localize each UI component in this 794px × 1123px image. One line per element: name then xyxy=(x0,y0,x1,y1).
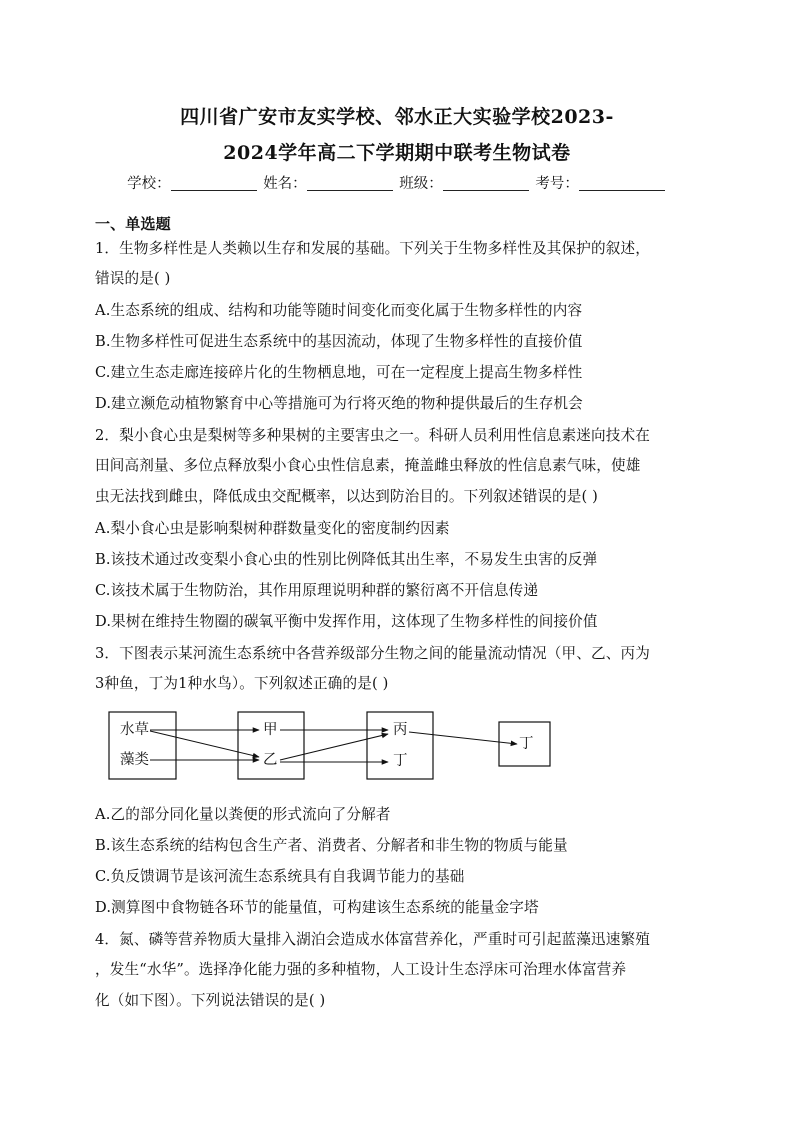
label-jia: 甲 xyxy=(263,722,278,738)
q2-option-d: D.果树在维持生物圈的碳氧平衡中发挥作用，这体现了生物多样性的间接价值 xyxy=(95,613,598,630)
label-zaolei: 藻类 xyxy=(120,752,149,768)
q3-stem-line2: 3种鱼，丁为1种水鸟）。下列叙述正确的是( ) xyxy=(95,675,389,692)
q1-stem-line1: 1．生物多样性是人类赖以生存和发展的基础。下列关于生物多样性及其保护的叙述， xyxy=(95,240,650,257)
q1-stem-line2: 错误的是( ) xyxy=(95,270,171,287)
label-shuicao: 水草 xyxy=(120,722,149,738)
q1-option-d: D.建立濒危动植物繁育中心等措施可为行将灭绝的物种提供最后的生存机会 xyxy=(95,395,583,412)
label-bing: 丙 xyxy=(393,722,408,738)
q2-option-a: A.梨小食心虫是影响梨树种群数量变化的密度制约因素 xyxy=(95,520,450,537)
label-yi: 乙 xyxy=(263,752,278,768)
q4-stem-line3: 化（如下图）。下列说法错误的是( ) xyxy=(95,992,326,1009)
q1-option-b: B.生物多样性可促进生态系统中的基因流动，体现了生物多样性的直接价值 xyxy=(95,333,583,350)
q2-option-b: B.该技术通过改变梨小食心虫的性别比例降低其出生率，不易发生虫害的反弹 xyxy=(95,551,598,568)
q4-stem-line1: 4．氮、磷等营养物质大量排入湖泊会造成水体富营养化，严重时可引起蓝藻迅速繁殖 xyxy=(95,931,650,948)
exam-number-blank[interactable] xyxy=(579,176,665,191)
arrow-yi-bing xyxy=(280,734,388,760)
q2-stem-line1: 2．梨小食心虫是梨树等多种果树的主要害虫之一。科研人员利用性信息素迷向技术在 xyxy=(95,427,650,444)
energy-flow-diagram xyxy=(108,709,558,784)
q2-stem-line3: 虫无法找到雌虫，降低成虫交配概率，以达到防治目的。下列叙述错误的是( ) xyxy=(95,488,599,505)
q3-option-b: B.该生态系统的结构包含生产者、消费者、分解者和非生物的物质与能量 xyxy=(95,837,568,854)
q2-option-c: C.该技术属于生物防治，其作用原理说明种群的繁衍离不开信息传递 xyxy=(95,582,539,599)
student-info-row xyxy=(0,172,794,193)
name-blank[interactable] xyxy=(307,176,393,191)
label-ding-fish: 丁 xyxy=(393,753,408,769)
q3-option-a: A.乙的部分同化量以粪便的形式流向了分解者 xyxy=(95,806,391,823)
q3-stem-line1: 3．下图表示某河流生态系统中各营养级部分生物之间的能量流动情况（甲、乙、丙为 xyxy=(95,645,650,662)
exam-title-line2: 2024学年高二下学期期中联考生物试卷 xyxy=(223,142,571,164)
section-title: 一、单选题 xyxy=(95,215,171,233)
q2-stem-line2: 田间高剂量、多位点释放梨小食心虫性信息素，掩盖雌虫释放的性信息素气味，使雄 xyxy=(95,457,641,474)
class-blank[interactable] xyxy=(443,176,529,191)
class-label: 班级： xyxy=(399,176,443,192)
q1-option-c: C.建立生态走廊连接碎片化的生物栖息地，可在一定程度上提高生物多样性 xyxy=(95,364,583,381)
q3-option-c: C.负反馈调节是该河流生态系统具有自我调节能力的基础 xyxy=(95,868,465,885)
q4-stem-line2: ，发生“水华”。选择净化能力强的多种植物，人工设计生态浮床可治理水体富营养 xyxy=(95,961,627,978)
label-ding-bird: 丁 xyxy=(519,736,534,752)
q1-option-a: A.生态系统的组成、结构和功能等随时间变化而变化属于生物多样性的内容 xyxy=(95,302,583,319)
school-blank[interactable] xyxy=(171,176,257,191)
arrow-bing-bird xyxy=(409,732,517,744)
energy-flow-svg xyxy=(108,709,558,784)
arrow-shuicao-yi xyxy=(150,731,259,757)
exam-title-line1: 四川省广安市友实学校、邻水正大实验学校2023- xyxy=(180,106,614,128)
q3-option-d: D.测算图中食物链各环节的能量值，可构建该生态系统的能量金字塔 xyxy=(95,899,539,916)
exam-number-label: 考号： xyxy=(535,176,579,192)
name-label: 姓名： xyxy=(263,176,307,192)
school-label: 学校： xyxy=(127,176,171,192)
